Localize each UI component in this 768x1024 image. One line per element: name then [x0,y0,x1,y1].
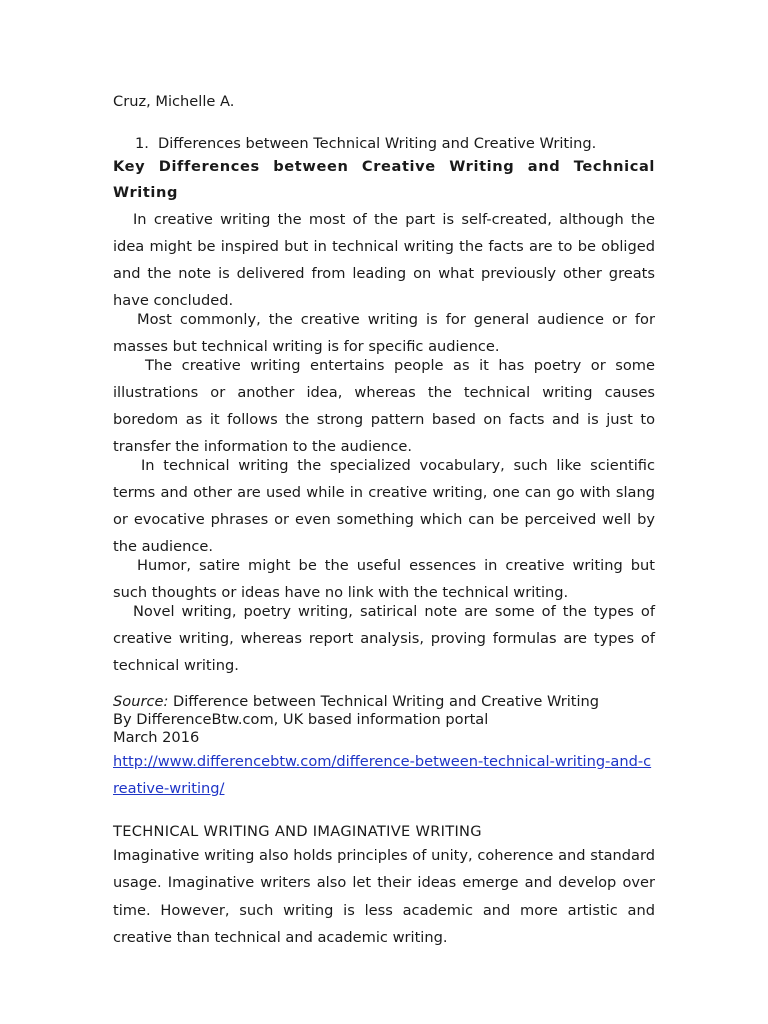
source-date: March 2016 [113,729,200,747]
section2-paragraph: Imaginative writing also holds principles of unity, coherence and standard usage. Imaginative writers also let their ideas emerge and develop over time. However, such writing is less academic and more artistic and creative than technical and academic writing. [113,846,655,947]
source-title-line [113,693,655,711]
source-link[interactable]: http://www.differencebtw.com/difference-between-technical-writing-and-creative-writing/ [113,752,652,797]
section-heading: Key Differences between Creative Writing and Technical Writing [113,158,655,201]
list-number: 1. [135,135,149,152]
body-paragraph-5: Humor, satire might be the useful essences in creative writing but such thoughts or ideas have no link with the technical writing. [113,557,655,601]
source-by-line: By DifferenceBtw.com, UK based information portal [113,711,489,729]
source-citation [113,693,655,802]
section2-heading: TECHNICAL WRITING AND IMAGINATIVE WRITING [113,822,482,840]
body-paragraph-2: Most commonly, the creative writing is for general audience or for masses but technical writing is for specific audience. [113,311,655,355]
body-paragraph-4: In technical writing the specialized vocabulary, such like scientific terms and other are used while in creative writing, one can go with slang or evocative phrases or even something which can be perceived well by the audience. [113,457,655,555]
numbered-list-item [113,134,655,154]
document-page [113,92,655,952]
body-paragraph-1: In creative writing the most of the part is self-created, although the idea might be inspired but in technical writing the facts are to be obliged and the note is delivered from leading on what previously other greats have concluded. [113,211,655,309]
list-item-text: Differences between Technical Writing and Creative Writing. [158,135,597,152]
author-name: Cruz, Michelle A. [113,93,235,110]
source-label: Source: [113,693,169,710]
body-paragraph-6: Novel writing, poetry writing, satirical note are some of the types of creative writing, whereas report analysis, proving formulas are types of technical writing. [113,603,655,674]
body-paragraph-3: The creative writing entertains people as it has poetry or some illustrations or another idea, whereas the technical writing causes boredom as it follows the strong pattern based on facts and is just to transfer the information to the audience. [113,357,655,455]
source-title: Difference between Technical Writing and Creative Writing [168,693,600,710]
